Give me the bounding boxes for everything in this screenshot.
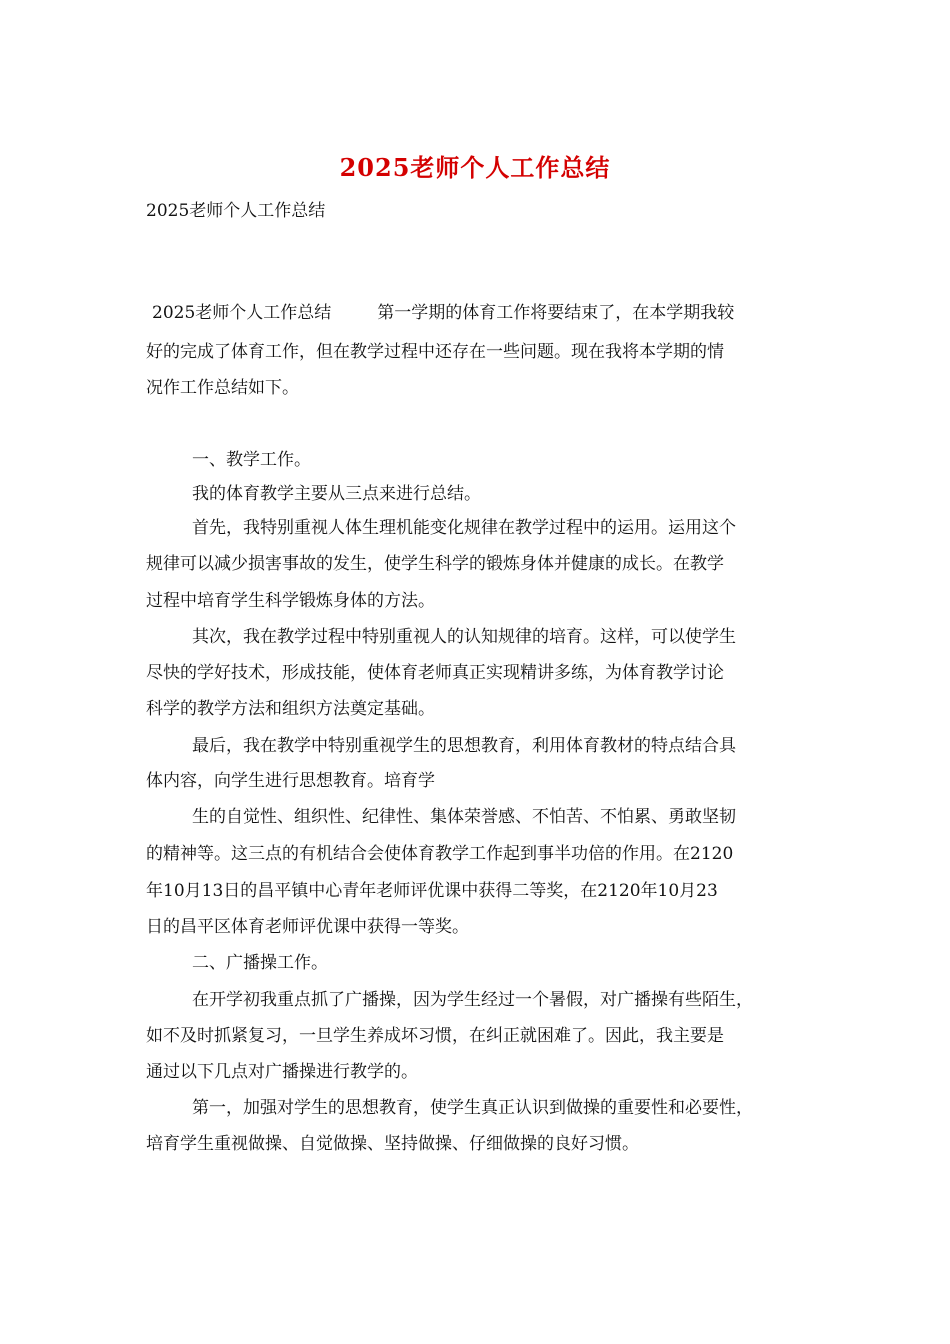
intro-text: 第一学期的体育工作将要结束了，在本学期我较 xyxy=(377,303,735,323)
paragraph-line: 日的昌平区体育老师评优课中获得一等奖。 xyxy=(146,917,469,937)
paragraph-line: 培育学生重视做操、自觉做操、坚持做操、仔细做操的良好习惯。 xyxy=(146,1134,639,1154)
paragraph-line: 最后，我在教学中特别重视学生的思想教育，利用体育教材的特点结合具 xyxy=(192,736,736,756)
paragraph-line: 的精神等。这三点的有机结合会使体育教学工作起到事半功倍的作用。在2120 xyxy=(146,844,734,864)
paragraph-line: 体内容，向学生进行思想教育。培育学 xyxy=(146,771,435,791)
paragraph-line: 尽快的学好技术，形成技能，使体育老师真正实现精讲多练，为体育教学讨论 xyxy=(146,663,724,683)
paragraph-line: 科学的教学方法和组织方法奠定基础。 xyxy=(146,699,435,719)
paragraph-line: 我的体育教学主要从三点来进行总结。 xyxy=(192,484,481,504)
paragraph-line: 首先，我特别重视人体生理机能变化规律在教学过程中的运用。运用这个 xyxy=(192,518,736,538)
paragraph-line: 过程中培育学生科学锻炼身体的方法。 xyxy=(146,591,435,611)
section-heading: 一、教学工作。 xyxy=(192,450,311,470)
paragraph-line: 如不及时抓紧复习，一旦学生养成坏习惯，在纠正就困难了。因此，我主要是 xyxy=(146,1026,724,1046)
intro-line xyxy=(152,298,734,328)
paragraph-line: 其次，我在教学过程中特别重视人的认知规律的培育。这样，可以使学生 xyxy=(192,627,736,647)
paragraph-line: 在开学初我重点抓了广播操，因为学生经过一个暑假，对广播操有些陌生， xyxy=(192,990,753,1010)
paragraph-line: 通过以下几点对广播操进行教学的。 xyxy=(146,1062,418,1082)
paragraph-line: 生的自觉性、组织性、纪律性、集体荣誉感、不怕苦、不怕累、勇敢坚韧 xyxy=(192,807,736,827)
section-heading: 二、广播操工作。 xyxy=(192,953,328,973)
paragraph-line: 规律可以减少损害事故的发生，使学生科学的锻炼身体并健康的成长。在教学 xyxy=(146,554,724,574)
document-title: 2025老师个人工作总结 xyxy=(339,153,611,182)
document-subtitle: 2025老师个人工作总结 xyxy=(146,201,326,221)
paragraph-line: 第一，加强对学生的思想教育，使学生真正认识到做操的重要性和必要性， xyxy=(192,1098,753,1118)
paragraph-line: 年10月13日的昌平镇中心青年老师评优课中获得二等奖，在2120年10月23 xyxy=(146,881,718,901)
intro-heading: 2025老师个人工作总结 xyxy=(152,303,332,323)
intro-line: 况作工作总结如下。 xyxy=(146,378,299,398)
intro-line: 好的完成了体育工作，但在教学过程中还存在一些问题。现在我将本学期的情 xyxy=(146,342,724,362)
